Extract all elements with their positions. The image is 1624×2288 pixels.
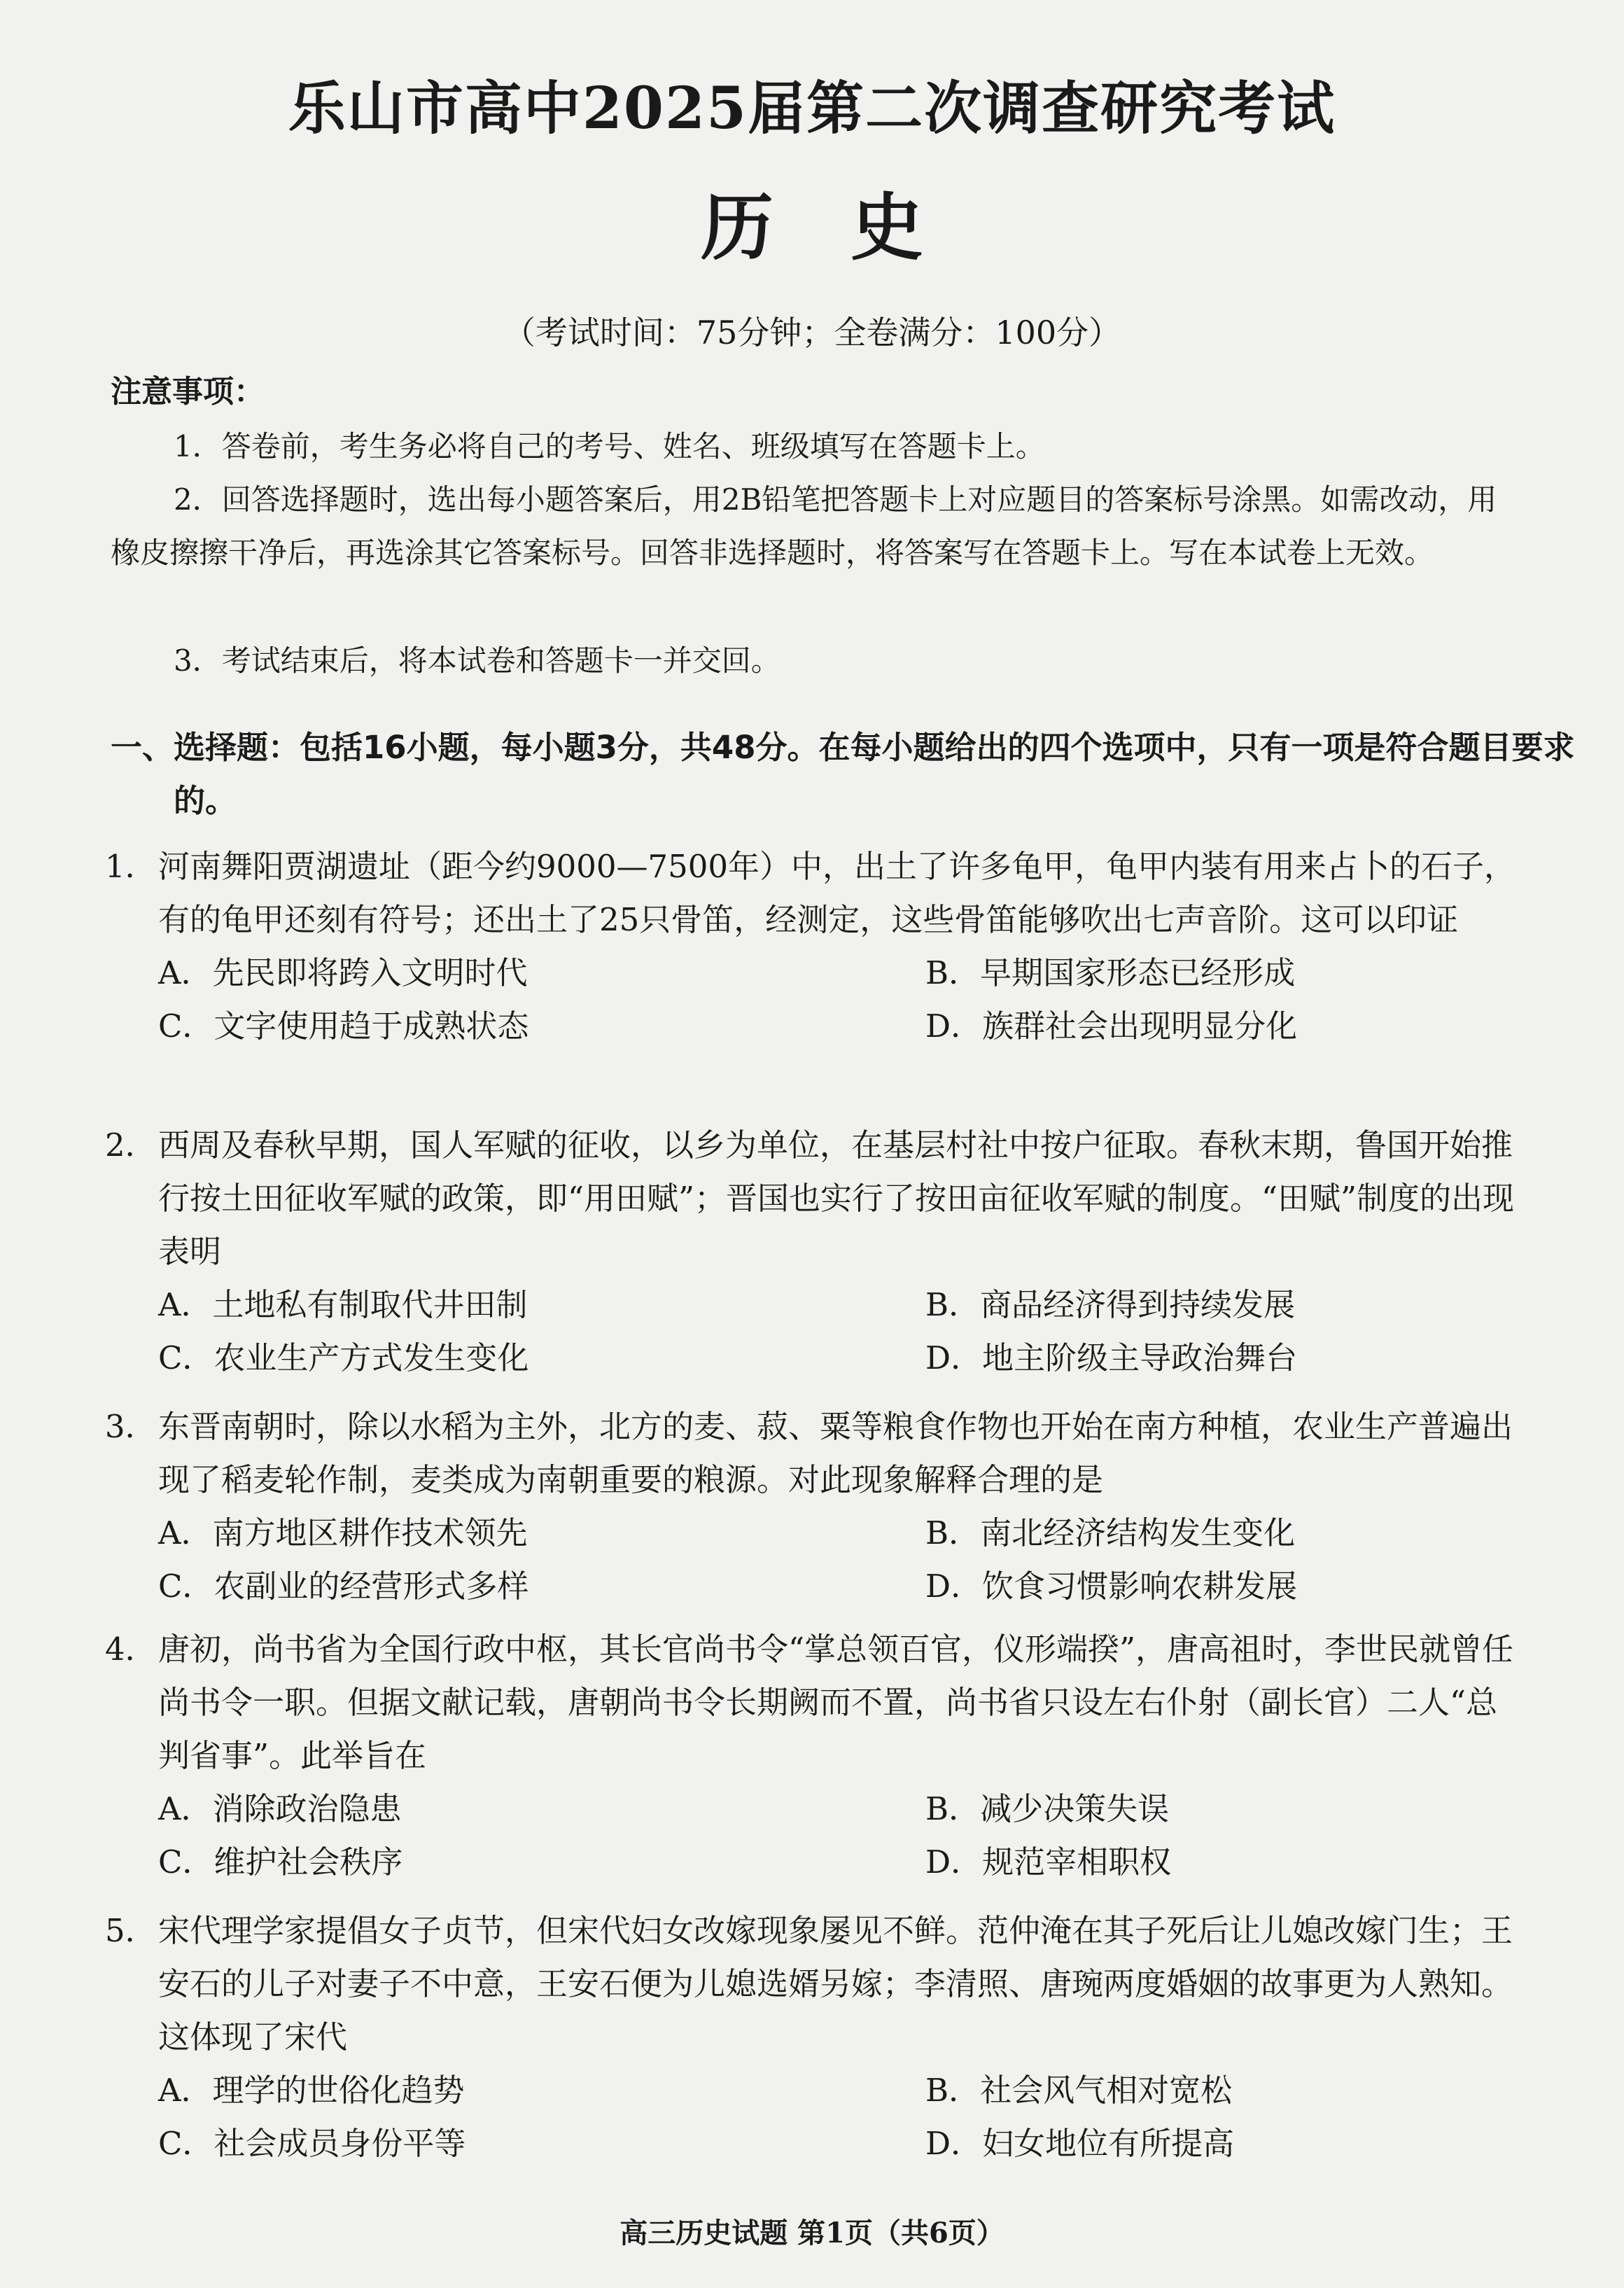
- option-b[interactable]: B．商品经济得到持续发展: [925, 1286, 1296, 1323]
- options-group: [158, 1278, 1526, 1385]
- question-text: 宋代理学家提倡女子贞节，但宋代妇女改嫁现象屡见不鲜。范仲淹在其子死后让儿媳改嫁门生；王安石的儿子对妻子不中意，王安石便为儿媳选婿另嫁；李清照、唐琬两度婚姻的故事更为人熟知。这体现了宋代: [158, 1912, 1513, 2056]
- option-b[interactable]: B．减少决策失误: [925, 1790, 1170, 1827]
- note-item-3: [111, 634, 1518, 688]
- question-number: 4．: [105, 1631, 157, 1668]
- note-text: 2．回答选择题时，选出每小题答案后，用2B铅笔把答题卡上对应题目的答案标号涂黑。如需改动，用橡皮擦擦干净后，再选涂其它答案标号。回答非选择题时，将答案写在答题卡上。写在本试卷上无效。: [111, 482, 1497, 570]
- option-d[interactable]: D．族群社会出现明显分化: [925, 1007, 1298, 1045]
- option-d[interactable]: D．规范宰相职权: [925, 1843, 1172, 1881]
- option-c[interactable]: C．维护社会秩序: [158, 1843, 403, 1881]
- options-group: [158, 1507, 1526, 1613]
- question-number: 2．: [105, 1126, 157, 1164]
- question-text: 东晋南朝时，除以水稻为主外，北方的麦、菽、粟等粮食作物也开始在南方种植，农业生产普遍出现了稻麦轮作制，麦类成为南朝重要的粮源。对此现象解释合理的是: [158, 1408, 1513, 1498]
- exam-title: 乐山市高中2025届第二次调查研究考试: [288, 75, 1336, 142]
- question-3: [105, 1400, 1526, 1613]
- question-text: 唐初，尚书省为全国行政中枢，其长官尚书令“掌总领百官，仪形端揆”，唐高祖时，李世民就曾任尚书令一职。但据文献记载，唐朝尚书令长期阙而不置，尚书省只设左右仆射（副长官）二人“总判省事”。此举旨在: [158, 1631, 1514, 1774]
- option-d[interactable]: D．妇女地位有所提高: [925, 2125, 1235, 2162]
- option-a[interactable]: A．先民即将跨入文明时代: [158, 954, 528, 991]
- options-group: [158, 1783, 1526, 1889]
- option-b[interactable]: B．早期国家形态已经形成: [925, 954, 1296, 991]
- notes-title: 注意事项：: [111, 374, 265, 410]
- section-heading: 一、选择题：包括16小题，每小题3分，共48分。在每小题给出的四个选项中，只有一项是符合题目要求的。: [111, 729, 1575, 819]
- question-stem: [105, 1623, 1526, 1783]
- option-c[interactable]: C．社会成员身份平等: [158, 2125, 466, 2162]
- note-text: 1．答卷前，考生务必将自己的考号、姓名、班级填写在答题卡上。: [174, 429, 1045, 463]
- question-text: 西周及春秋早期，国人军赋的征收，以乡为单位，在基层村社中按户征取。春秋末期，鲁国开始推行按土田征收军赋的政策，即“用田赋”；晋国也实行了按田亩征收军赋的制度。“田赋”制度的出现表明: [158, 1126, 1515, 1270]
- question-stem: [105, 1400, 1526, 1507]
- question-4: [105, 1623, 1526, 1889]
- question-stem: [105, 840, 1526, 947]
- note-item-2: [111, 473, 1518, 580]
- question-number: 1．: [105, 848, 157, 885]
- question-2: [105, 1119, 1526, 1385]
- subject-title: 历史: [700, 184, 1000, 270]
- option-c[interactable]: C．农业生产方式发生变化: [158, 1339, 529, 1376]
- question-number: 3．: [105, 1408, 157, 1445]
- option-b[interactable]: B．社会风气相对宽松: [925, 2072, 1233, 2109]
- option-a[interactable]: A．消除政治隐患: [158, 1790, 402, 1827]
- page-footer: 高三历史试题 第1页（共6页）: [620, 2217, 1004, 2249]
- question-number: 5．: [105, 1912, 157, 1949]
- question-stem: [105, 1119, 1526, 1278]
- note-item-1: [111, 420, 1518, 473]
- option-a[interactable]: A．土地私有制取代井田制: [158, 1286, 528, 1323]
- exam-info: （考试时间：75分钟；全卷满分：100分）: [503, 314, 1121, 351]
- option-a[interactable]: A．理学的世俗化趋势: [158, 2072, 465, 2109]
- option-c[interactable]: C．农副业的经营形式多样: [158, 1568, 529, 1605]
- question-text: 河南舞阳贾湖遗址（距今约9000—7500年）中，出土了许多龟甲，龟甲内装有用来占卜的石子，有的龟甲还刻有符号；还出土了25只骨笛，经测定，这些骨笛能够吹出七声音阶。这可以印证: [158, 848, 1516, 938]
- option-b[interactable]: B．南北经济结构发生变化: [925, 1514, 1296, 1551]
- option-d[interactable]: D．饮食习惯影响农耕发展: [925, 1568, 1298, 1605]
- option-d[interactable]: D．地主阶级主导政治舞台: [925, 1339, 1298, 1376]
- question-1: [105, 840, 1526, 1053]
- note-text: 3．考试结束后，将本试卷和答题卡一并交回。: [174, 643, 780, 678]
- option-a[interactable]: A．南方地区耕作技术领先: [158, 1514, 528, 1551]
- question-5: [105, 1904, 1526, 2170]
- option-c[interactable]: C．文字使用趋于成熟状态: [158, 1007, 529, 1045]
- options-group: [158, 947, 1526, 1053]
- options-group: [158, 2064, 1526, 2170]
- question-stem: [105, 1904, 1526, 2064]
